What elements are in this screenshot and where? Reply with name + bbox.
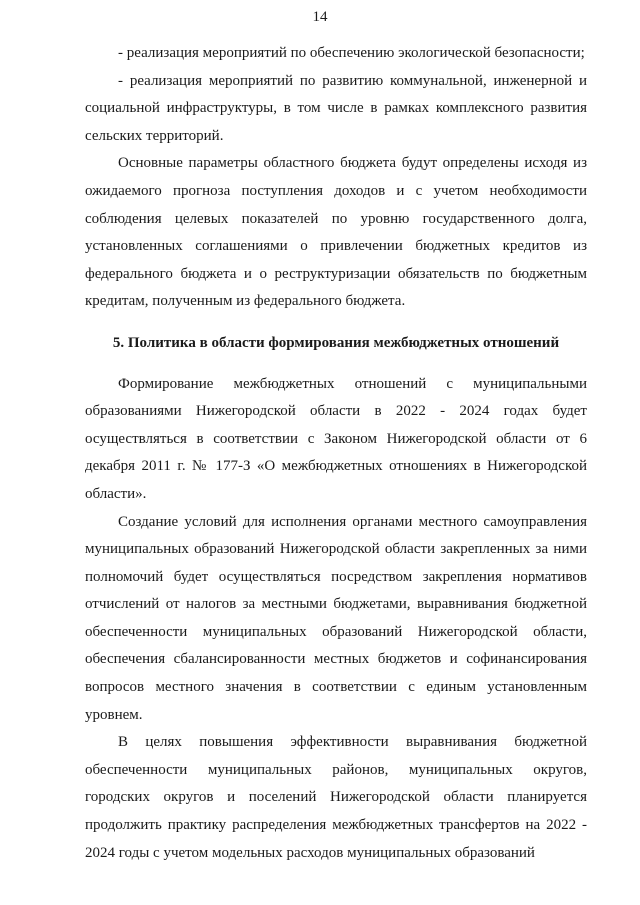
paragraph-interbudget-formation: Формирование межбюджетных отношений с муниципальными образованиями Нижегородской области в 2022 - 2024 годах будет осуществляться в соответствии с Законом Нижегородской области от 6 декабря 2011 г. № 177-З «О межбюджетных отношениях в Нижегородской области». bbox=[85, 375, 587, 502]
document-body bbox=[85, 40, 587, 867]
section-heading: 5. Политика в области формирования межбюджетных отношений bbox=[112, 334, 560, 351]
paragraph-infrastructure: - реализация мероприятий по развитию коммунальной, инженерной и социальной инфраструктуры, в том числе в рамках комплексного развития сельских территорий. bbox=[85, 72, 587, 144]
page-number: 14 bbox=[312, 9, 328, 25]
paragraph-equalization-efficiency: В целях повышения эффективности выравнивания бюджетной обеспеченности муниципальных районов, муниципальных округов, городских округов и поселений Нижегородской области планируется продолжить практику распределения межбюджетных трансфертов на 2022 - 2024 годы с учетом модельных расходов муниципальных образований bbox=[85, 734, 587, 861]
paragraph-budget-parameters: Основные параметры областного бюджета будут определены исходя из ожидаемого прогноза поступления доходов и с учетом необходимости соблюдения целевых показателей по уровню государственного долга, установленных соглашениями о привлечении бюджетных кредитов из федерального бюджета и о реструктуризации обязательств по бюджетным кредитам, полученным из федерального бюджета. bbox=[85, 155, 587, 310]
paragraph-local-government-conditions: Создание условий для исполнения органами местного самоуправления муниципальных образований Нижегородской области закрепленных за ними полномочий будет осуществляться посредством закрепления нормативов отчислений от налогов за местными бюджетами, выравнивания бюджетной обеспеченности муниципальных образований Нижегородской области, обеспечения сбалансированности местных бюджетов и софинансирования вопросов местного значения в соответствии с единым установленным уровнем. bbox=[85, 513, 587, 723]
paragraph-ecology: - реализация мероприятий по обеспечению экологической безопасности; bbox=[118, 45, 585, 61]
